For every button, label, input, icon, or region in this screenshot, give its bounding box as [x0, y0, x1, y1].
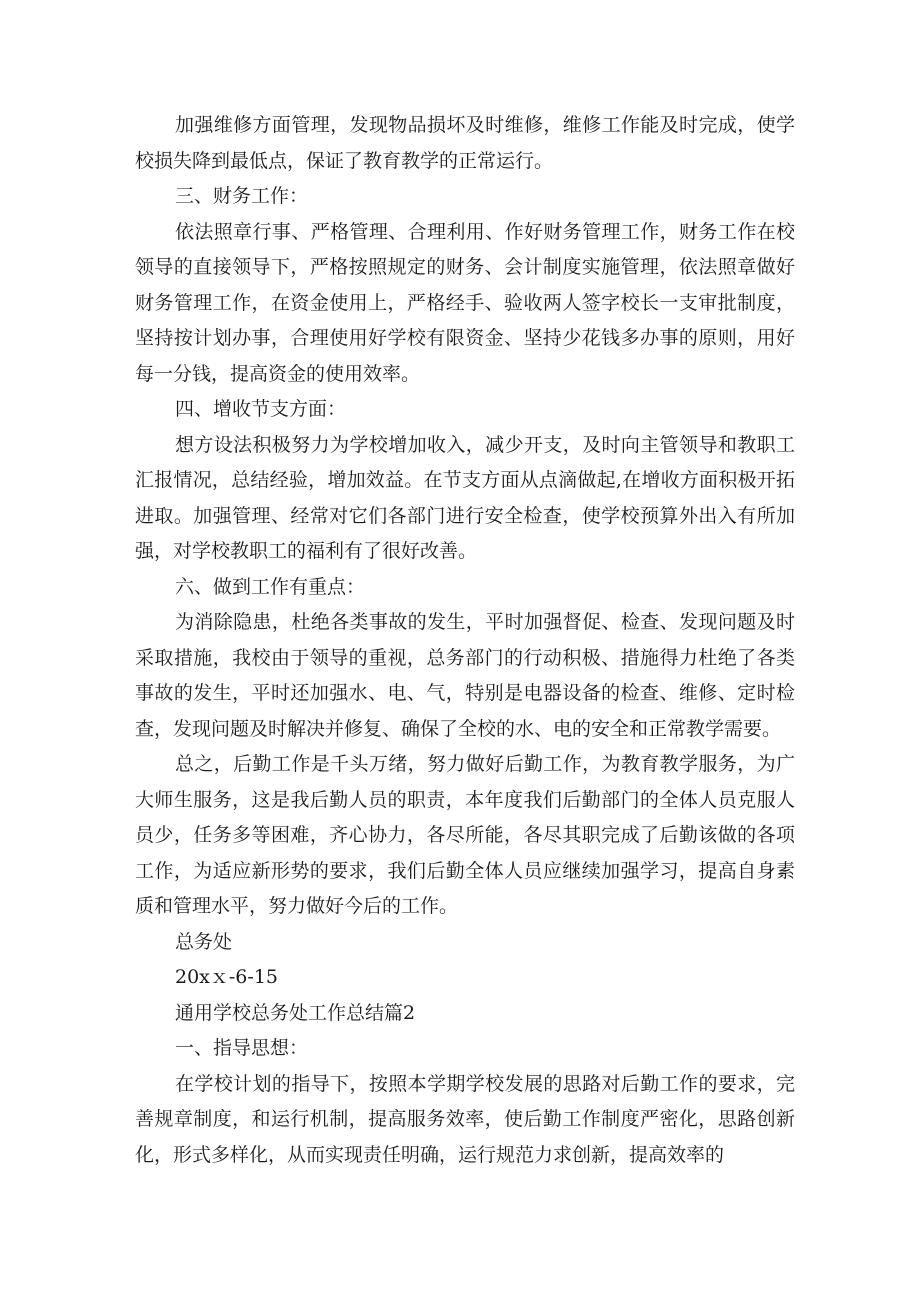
paragraph-guiding-idea: 在学校计划的指导下，按照本学期学校发展的思路对后勤工作的要求，完善规章制度，和运行机制，提高服务效率，使后勤工作制度严密化，思路创新化，形式多样化，从而实现责任明确，运行规范力求创新，提高效率的: [135, 1072, 795, 1166]
signature-date: 20xｘ-6-15: [175, 966, 278, 988]
section-title-part2: 通用学校总务处工作总结篇2: [175, 1001, 416, 1024]
document-body: [135, 108, 795, 1173]
paragraph-safety: 为消除隐患，杜绝各类事故的发生，平时加强督促、检查、发现问题及时采取措施，我校由于领导的重视，总务部门的行动积极、措施得力杜绝了各类事故的发生，平时还加强水、电、气，特别是电器设备的检查、维修、定时检查，发现问题及时解决并修复、确保了全校的水、电的安全和正常教学需要。: [135, 611, 795, 740]
paragraph-revenue: 想方设法积极努力为学校增加收入，减少开支，及时向主管领导和教职工汇报情况，总结经验，增加效益。在节支方面从点滴做起,在增收方面积极开拓进取。加强管理、经常对它们各部门进行安全检查，使学校预算外出入有所加强，对学校教职工的福利有了很好改善。: [135, 433, 795, 562]
signature-office: 总务处: [175, 930, 233, 953]
heading-finance: 三、财务工作：: [175, 185, 309, 207]
paragraph-finance: 依法照章行事、严格管理、合理利用、作好财务管理工作，财务工作在校领导的直接领导下，严格按照规定的财务、会计制度实施管理，依法照章做好财务管理工作，在资金使用上，严格经手、验收两人签字校长一支审批制度，坚持按计划办事，合理使用好学校有限资金、坚持少花钱多办事的原则，用好每一分钱，提高资金的使用效率。: [135, 220, 795, 385]
heading-guiding-idea: 一、指导思想：: [175, 1037, 309, 1059]
paragraph-maintenance: 加强维修方面管理，发现物品损坏及时维修，维修工作能及时完成，使学校损失降到最低点，保证了教育教学的正常运行。: [135, 114, 795, 172]
heading-revenue: 四、增收节支方面：: [175, 398, 347, 420]
heading-priorities: 六、做到工作有重点：: [175, 575, 366, 598]
paragraph-summary: 总之，后勤工作是千头万绪，努力做好后勤工作，为教育教学服务，为广大师生服务，这是我后勤人员的职责，本年度我们后勤部门的全体人员克服人员少，任务多等困难，齐心协力，各尽所能，各尽其职完成了后勤该做的各项工作，为适应新形势的要求，我们后勤全体人员应继续加强学习，提高自身素质和管理水平，努力做好今后的工作。: [135, 753, 795, 917]
